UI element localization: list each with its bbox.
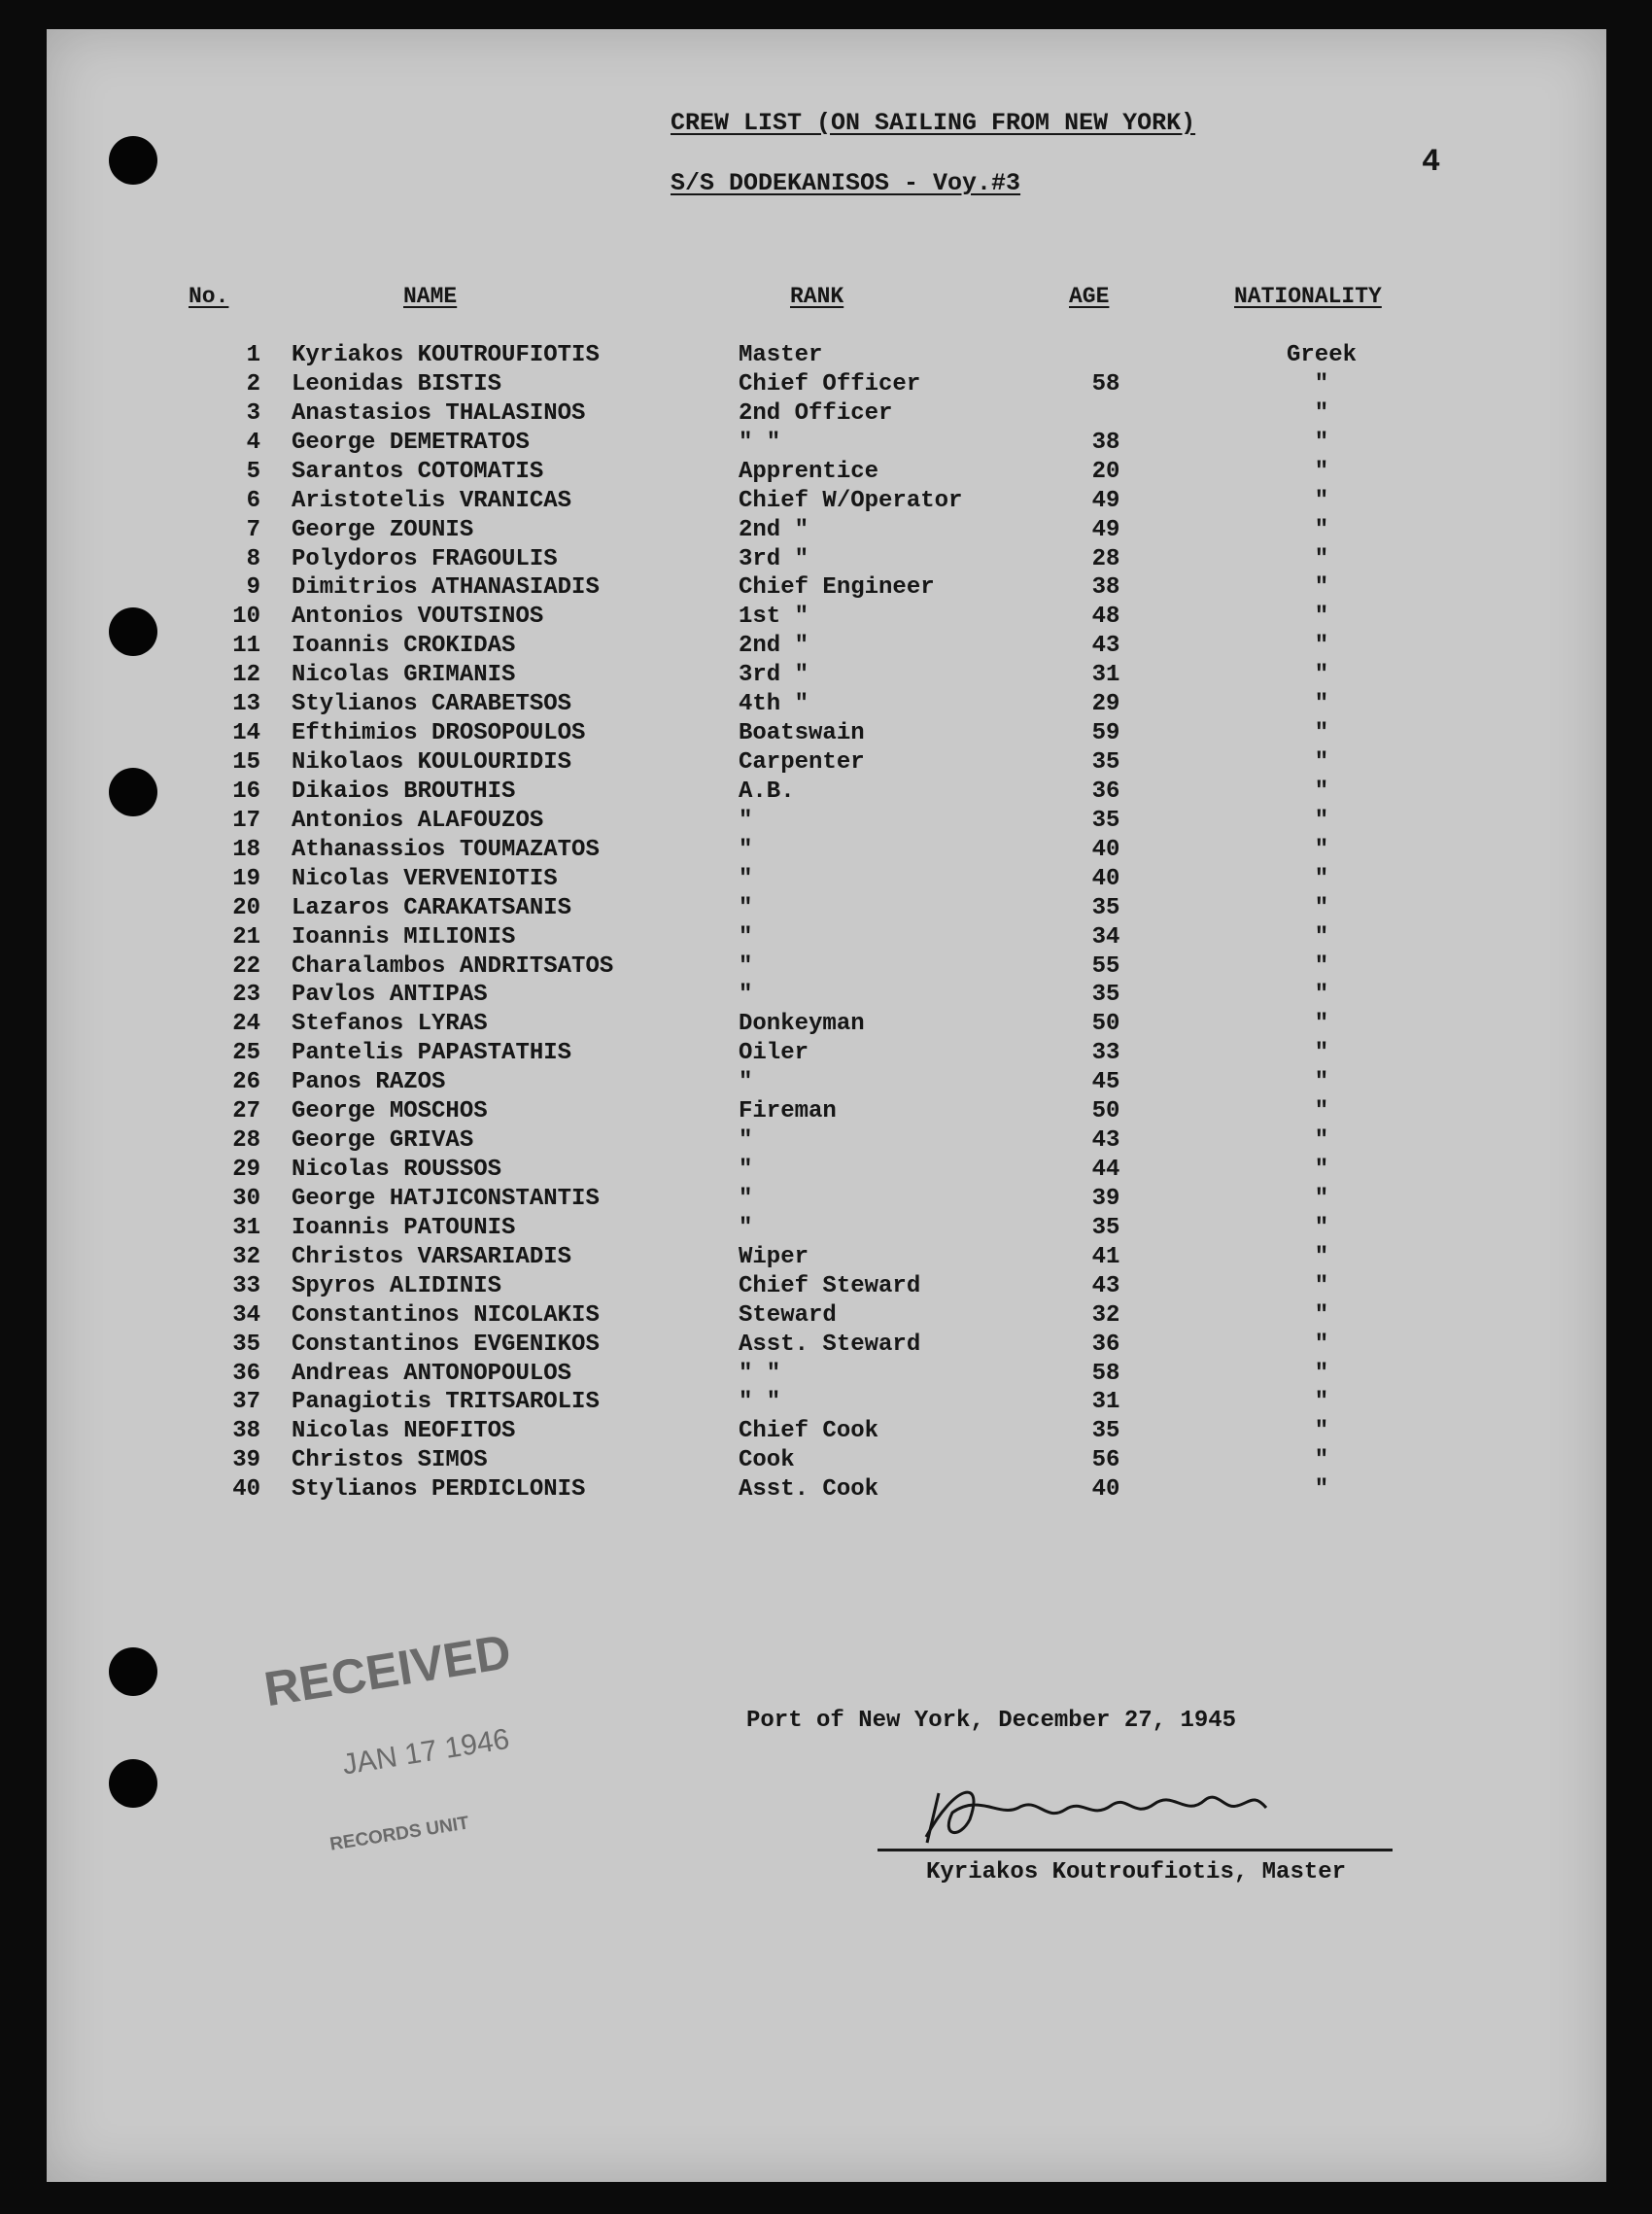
crew-number: 8 — [246, 545, 260, 572]
crew-rank: " — [739, 923, 753, 951]
crew-name: Athanassios TOUMAZATOS — [292, 836, 600, 863]
crew-nationality: " — [1314, 1069, 1329, 1096]
crew-age: 38 — [1091, 574, 1120, 602]
place-and-date: Port of New York, December 27, 1945 — [746, 1708, 1237, 1734]
crew-number: 19 — [232, 865, 260, 892]
crew-nationality: " — [1314, 1098, 1329, 1125]
crew-rank: Wiper — [739, 1243, 809, 1270]
crew-name: Nicolas ROUSSOS — [292, 1157, 502, 1184]
crew-age: 32 — [1091, 1301, 1120, 1329]
crew-number: 16 — [232, 778, 260, 805]
crew-nationality: " — [1314, 1127, 1329, 1155]
crew-nationality: " — [1314, 836, 1329, 863]
crew-rank: Cook — [739, 1447, 795, 1474]
crew-rank: Chief Cook — [739, 1418, 879, 1445]
crew-name: Constantinos NICOLAKIS — [292, 1301, 600, 1329]
crew-rank: Chief W/Operator — [739, 487, 963, 514]
crew-age: 35 — [1091, 982, 1120, 1009]
crew-number: 2 — [246, 370, 260, 398]
stamp-unit: RECORDS UNIT — [328, 1813, 471, 1855]
crew-number: 23 — [232, 982, 260, 1009]
crew-rank: Asst. Steward — [739, 1331, 921, 1358]
crew-number: 4 — [246, 429, 260, 456]
crew-rank: " — [739, 982, 753, 1009]
crew-age: 50 — [1091, 1011, 1120, 1038]
crew-rank: " — [739, 1069, 753, 1096]
crew-age: 49 — [1091, 487, 1120, 514]
crew-nationality: " — [1314, 604, 1329, 631]
crew-name: Efthimios DROSOPOULOS — [292, 720, 586, 747]
crew-name: George MOSCHOS — [292, 1098, 488, 1125]
crew-rank: " — [739, 807, 753, 834]
crew-name: George GRIVAS — [292, 1127, 474, 1155]
crew-age: 58 — [1091, 370, 1120, 398]
crew-nationality: " — [1314, 1185, 1329, 1212]
crew-number: 18 — [232, 836, 260, 863]
crew-name: Nicolas NEOFITOS — [292, 1418, 516, 1445]
crew-nationality: " — [1314, 1157, 1329, 1184]
crew-number: 29 — [232, 1157, 260, 1184]
crew-nationality: " — [1314, 691, 1329, 718]
crew-name: Christos SIMOS — [292, 1447, 488, 1474]
crew-age: 35 — [1091, 1214, 1120, 1241]
crew-name: Dimitrios ATHANASIADIS — [292, 574, 600, 602]
crew-name: Ioannis PATOUNIS — [292, 1214, 516, 1241]
crew-nationality: " — [1314, 1214, 1329, 1241]
crew-number: 14 — [232, 720, 260, 747]
crew-nationality: " — [1314, 923, 1329, 951]
crew-age: 45 — [1091, 1069, 1120, 1096]
crew-name: Lazaros CARAKATSANIS — [292, 894, 572, 921]
crew-number: 20 — [232, 894, 260, 921]
column-header-rank: RANK — [790, 284, 844, 309]
crew-nationality: " — [1314, 487, 1329, 514]
column-header-age: AGE — [1069, 284, 1110, 309]
crew-age: 59 — [1091, 720, 1120, 747]
crew-age: 35 — [1091, 894, 1120, 921]
crew-number: 35 — [232, 1331, 260, 1358]
crew-nationality: " — [1314, 1243, 1329, 1270]
crew-age: 35 — [1091, 749, 1120, 777]
crew-name: Pavlos ANTIPAS — [292, 982, 488, 1009]
crew-age: 44 — [1091, 1157, 1120, 1184]
crew-nationality: Greek — [1286, 342, 1357, 368]
crew-number: 9 — [246, 574, 260, 602]
crew-name: Nicolas VERVENIOTIS — [292, 865, 558, 892]
crew-number: 30 — [232, 1185, 260, 1212]
crew-rank: " " — [739, 1389, 781, 1416]
crew-age: 31 — [1091, 1389, 1120, 1416]
crew-name: Sarantos COTOMATIS — [292, 458, 544, 485]
crew-number: 27 — [232, 1098, 260, 1125]
signature-line — [878, 1849, 1393, 1851]
crew-number: 15 — [232, 749, 260, 777]
crew-number: 31 — [232, 1214, 260, 1241]
crew-nationality: " — [1314, 545, 1329, 572]
crew-rank: Boatswain — [739, 720, 865, 747]
crew-nationality: " — [1314, 429, 1329, 456]
crew-age: 58 — [1091, 1360, 1120, 1387]
crew-nationality: " — [1314, 1331, 1329, 1358]
crew-age: 40 — [1091, 865, 1120, 892]
crew-nationality: " — [1314, 662, 1329, 689]
crew-number: 21 — [232, 923, 260, 951]
crew-number: 26 — [232, 1069, 260, 1096]
crew-nationality: " — [1314, 516, 1329, 543]
crew-name: Polydoros FRAGOULIS — [292, 545, 558, 572]
crew-age: 48 — [1091, 604, 1120, 631]
crew-name: Nicolas GRIMANIS — [292, 662, 516, 689]
crew-nationality: " — [1314, 574, 1329, 602]
crew-nationality: " — [1314, 370, 1329, 398]
crew-number: 32 — [232, 1243, 260, 1270]
crew-rank: Fireman — [739, 1098, 837, 1125]
crew-rank: 3rd " — [739, 545, 809, 572]
crew-nationality: " — [1314, 952, 1329, 980]
crew-nationality: " — [1314, 1418, 1329, 1445]
crew-name: Spyros ALIDINIS — [292, 1272, 502, 1299]
crew-name: Charalambos ANDRITSATOS — [292, 952, 614, 980]
crew-age: 39 — [1091, 1185, 1120, 1212]
column-header-no: No. — [189, 284, 229, 309]
column-header-nationality: NATIONALITY — [1234, 284, 1382, 309]
crew-name: Ioannis MILIONIS — [292, 923, 516, 951]
crew-rank: Carpenter — [739, 749, 865, 777]
signatory-name: Kyriakos Koutroufiotis, Master — [926, 1859, 1347, 1885]
crew-age: 29 — [1091, 691, 1120, 718]
crew-name: Constantinos EVGENIKOS — [292, 1331, 600, 1358]
crew-age: 36 — [1091, 1331, 1120, 1358]
crew-rank: " — [739, 952, 753, 980]
crew-age: 36 — [1091, 778, 1120, 805]
crew-age: 43 — [1091, 1272, 1120, 1299]
crew-rank: Steward — [739, 1301, 837, 1329]
stamp-received: RECEIVED — [260, 1623, 515, 1717]
crew-nationality: " — [1314, 633, 1329, 660]
page-number: 4 — [1422, 144, 1441, 180]
crew-rank: " — [739, 1157, 753, 1184]
crew-number: 25 — [232, 1040, 260, 1067]
crew-rank: 4th " — [739, 691, 809, 718]
crew-age: 38 — [1091, 429, 1120, 456]
crew-age: 34 — [1091, 923, 1120, 951]
crew-nationality: " — [1314, 749, 1329, 777]
crew-nationality: " — [1314, 458, 1329, 485]
stamp-date: JAN 17 1946 — [340, 1722, 512, 1782]
crew-rank: Apprentice — [739, 458, 879, 485]
crew-number: 33 — [232, 1272, 260, 1299]
crew-rank: Chief Engineer — [739, 574, 935, 602]
crew-number: 22 — [232, 952, 260, 980]
crew-nationality: " — [1314, 1011, 1329, 1038]
crew-rank: Chief Officer — [739, 370, 921, 398]
crew-name: Ioannis CROKIDAS — [292, 633, 516, 660]
crew-nationality: " — [1314, 1360, 1329, 1387]
crew-name: George DEMETRATOS — [292, 429, 530, 456]
crew-name: George HATJICONSTANTIS — [292, 1185, 600, 1212]
crew-name: Christos VARSARIADIS — [292, 1243, 572, 1270]
crew-age: 35 — [1091, 807, 1120, 834]
crew-rank: " — [739, 865, 753, 892]
crew-number: 10 — [232, 604, 260, 631]
crew-rank: 3rd " — [739, 662, 809, 689]
crew-age: 28 — [1091, 545, 1120, 572]
crew-number: 36 — [232, 1360, 260, 1387]
crew-rank: Chief Steward — [739, 1272, 921, 1299]
crew-number: 38 — [232, 1418, 260, 1445]
crew-rank: Asst. Cook — [739, 1476, 879, 1504]
crew-rank: Oiler — [739, 1040, 809, 1067]
crew-nationality: " — [1314, 1301, 1329, 1329]
crew-number: 3 — [246, 399, 260, 427]
crew-age: 50 — [1091, 1098, 1120, 1125]
crew-name: Nikolaos KOULOURIDIS — [292, 749, 572, 777]
crew-number: 11 — [232, 633, 260, 660]
crew-rank: " — [739, 836, 753, 863]
crew-rank: Master — [739, 342, 823, 368]
crew-number: 12 — [232, 662, 260, 689]
ship-voyage: S/S DODEKANISOS - Voy.#3 — [671, 169, 1021, 197]
crew-number: 7 — [246, 516, 260, 543]
crew-nationality: " — [1314, 865, 1329, 892]
crew-nationality: " — [1314, 1272, 1329, 1299]
crew-nationality: " — [1314, 1447, 1329, 1474]
crew-age: 31 — [1091, 662, 1120, 689]
crew-age: 55 — [1091, 952, 1120, 980]
crew-nationality: " — [1314, 894, 1329, 921]
crew-age: 49 — [1091, 516, 1120, 543]
crew-number: 24 — [232, 1011, 260, 1038]
crew-name: Antonios VOUTSINOS — [292, 604, 544, 631]
crew-name: Pantelis PAPASTATHIS — [292, 1040, 572, 1067]
crew-number: 17 — [232, 807, 260, 834]
crew-rank: 1st " — [739, 604, 809, 631]
crew-nationality: " — [1314, 778, 1329, 805]
crew-name: Stefanos LYRAS — [292, 1011, 488, 1038]
signature-icon — [47, 29, 1606, 2182]
crew-rank: " " — [739, 429, 781, 456]
crew-age: 40 — [1091, 836, 1120, 863]
crew-rank: " — [739, 1214, 753, 1241]
crew-number: 6 — [246, 487, 260, 514]
document-page — [47, 29, 1606, 2182]
crew-number: 40 — [232, 1476, 260, 1504]
crew-age: 56 — [1091, 1447, 1120, 1474]
crew-name: Dikaios BROUTHIS — [292, 778, 516, 805]
crew-age: 41 — [1091, 1243, 1120, 1270]
crew-rank: " — [739, 1127, 753, 1155]
crew-rank: " — [739, 894, 753, 921]
crew-number: 37 — [232, 1389, 260, 1416]
crew-name: Aristotelis VRANICAS — [292, 487, 572, 514]
crew-age: 43 — [1091, 633, 1120, 660]
crew-name: Stylianos CARABETSOS — [292, 691, 572, 718]
crew-number: 34 — [232, 1301, 260, 1329]
crew-rank: 2nd Officer — [739, 399, 893, 427]
crew-name: Anastasios THALASINOS — [292, 399, 586, 427]
crew-rank: 2nd " — [739, 516, 809, 543]
crew-age: 33 — [1091, 1040, 1120, 1067]
crew-nationality: " — [1314, 720, 1329, 747]
crew-number: 1 — [246, 342, 260, 368]
crew-nationality: " — [1314, 1476, 1329, 1504]
crew-rank: Donkeyman — [739, 1011, 865, 1038]
crew-name: Kyriakos KOUTROUFIOTIS — [292, 342, 600, 368]
crew-name: Stylianos PERDICLONIS — [292, 1476, 586, 1504]
crew-age: 20 — [1091, 458, 1120, 485]
crew-nationality: " — [1314, 1389, 1329, 1416]
crew-rank: " — [739, 1185, 753, 1212]
crew-nationality: " — [1314, 1040, 1329, 1067]
crew-name: George ZOUNIS — [292, 516, 474, 543]
column-header-name: NAME — [403, 284, 458, 309]
crew-name: Panos RAZOS — [292, 1069, 446, 1096]
crew-name: Andreas ANTONOPOULOS — [292, 1360, 572, 1387]
crew-name: Leonidas BISTIS — [292, 370, 502, 398]
crew-nationality: " — [1314, 399, 1329, 427]
document-title: CREW LIST (ON SAILING FROM NEW YORK) — [671, 109, 1196, 137]
crew-number: 39 — [232, 1447, 260, 1474]
crew-rank: 2nd " — [739, 633, 809, 660]
crew-name: Panagiotis TRITSAROLIS — [292, 1389, 600, 1416]
crew-rank: A.B. — [739, 778, 795, 805]
crew-age: 35 — [1091, 1418, 1120, 1445]
crew-rank: " " — [739, 1360, 781, 1387]
crew-name: Antonios ALAFOUZOS — [292, 807, 544, 834]
crew-age: 43 — [1091, 1127, 1120, 1155]
crew-age: 40 — [1091, 1476, 1120, 1504]
crew-number: 28 — [232, 1127, 260, 1155]
crew-number: 5 — [246, 458, 260, 485]
crew-number: 13 — [232, 691, 260, 718]
crew-nationality: " — [1314, 807, 1329, 834]
crew-nationality: " — [1314, 982, 1329, 1009]
